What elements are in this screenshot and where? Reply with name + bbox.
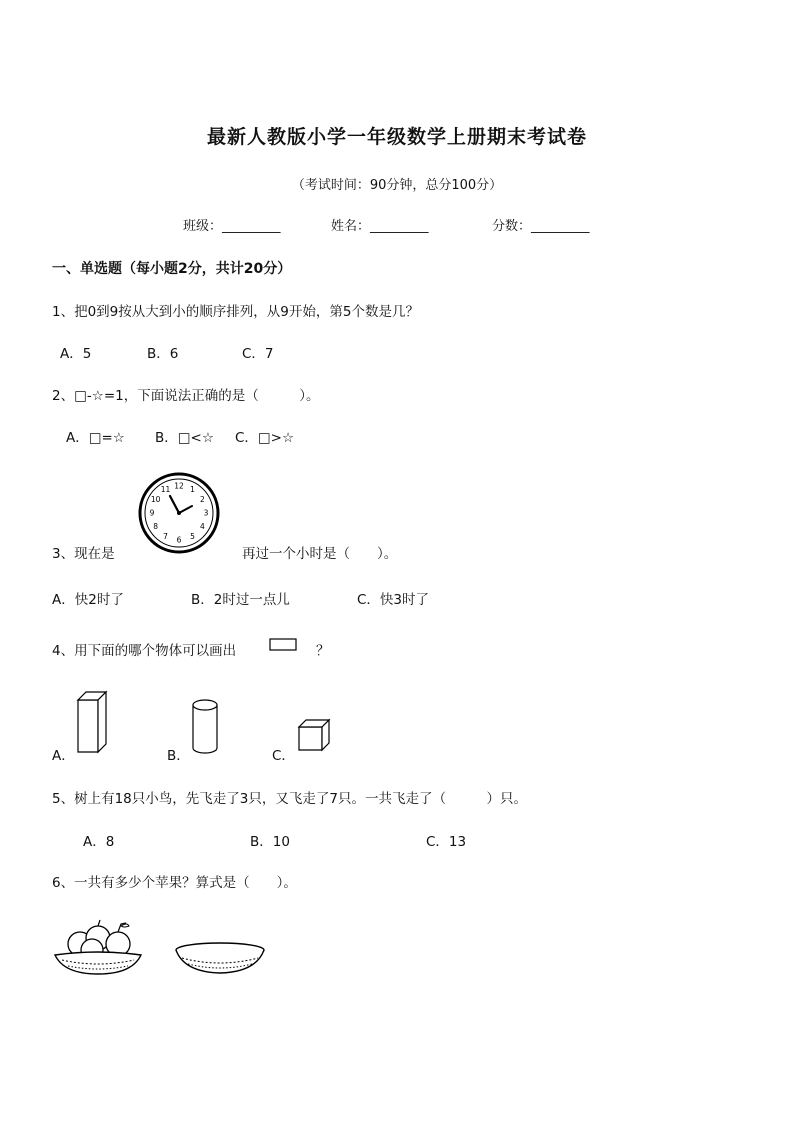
q5-option-c[interactable]: C．13 xyxy=(426,834,467,850)
cylinder-image xyxy=(191,698,219,756)
clock-number: 11 xyxy=(160,485,171,495)
clock-image xyxy=(138,472,220,554)
q3-option-a[interactable]: A．快2时了 xyxy=(52,592,124,608)
empty-bowl-image xyxy=(172,940,268,978)
q4-option-a[interactable]: A． xyxy=(52,748,75,764)
score-field[interactable]: 分数：_________ xyxy=(492,219,590,234)
clock-number: 9 xyxy=(149,508,155,518)
q1-option-b[interactable]: B．6 xyxy=(147,346,179,362)
q5-option-a[interactable]: A．8 xyxy=(83,834,115,850)
class-field[interactable]: 班级：_________ xyxy=(183,219,281,234)
question-3-suffix: 再过一个小时是（ ）。 xyxy=(242,546,398,562)
question-5: 5、树上有18只小鸟，先飞走了3只，又飞走了7只。一共飞走了（ ）只。 xyxy=(52,791,527,807)
cuboid-image xyxy=(76,690,110,754)
q4-option-c[interactable]: C． xyxy=(272,748,295,764)
question-6: 6、一共有多少个苹果？算式是（ ）。 xyxy=(52,875,297,891)
clock-number: 2 xyxy=(200,495,205,505)
question-3-prefix: 3、现在是 xyxy=(52,546,115,562)
exam-subtitle: （考试时间：90分钟，总分100分） xyxy=(291,178,503,193)
q5-option-b[interactable]: B．10 xyxy=(250,834,290,850)
clock-number: 8 xyxy=(153,522,158,532)
q1-option-a[interactable]: A．5 xyxy=(60,346,92,362)
q3-option-c[interactable]: C．快3时了 xyxy=(357,592,430,608)
question-2: 2、□-☆=1，下面说法正确的是（ ）。 xyxy=(52,388,320,404)
question-4-suffix: ？ xyxy=(316,643,330,659)
clock-number: 6 xyxy=(176,535,182,545)
q2-option-b[interactable]: B．□<☆ xyxy=(155,430,214,446)
page-title: 最新人教版小学一年级数学上册期末考试卷 xyxy=(206,126,587,148)
q2-option-c[interactable]: C．□>☆ xyxy=(235,430,295,446)
cube-image xyxy=(297,718,333,752)
clock-number: 7 xyxy=(163,532,168,541)
clock-number: 5 xyxy=(190,532,195,541)
clock-number: 3 xyxy=(203,508,209,518)
clock-number: 10 xyxy=(150,495,161,505)
section-heading: 一、单选题（每小题2分，共计20分） xyxy=(52,261,292,277)
q3-option-b[interactable]: B．2时过一点儿 xyxy=(191,592,290,608)
name-field[interactable]: 姓名：_________ xyxy=(331,219,429,234)
q2-option-a[interactable]: A．□=☆ xyxy=(66,430,125,446)
q4-option-b[interactable]: B． xyxy=(167,748,190,764)
question-1: 1、把0到9按从大到小的顺序排列，从9开始，第5个数是几？ xyxy=(52,304,419,320)
q1-option-c[interactable]: C．7 xyxy=(242,346,274,362)
apple-bowl-image xyxy=(52,918,144,980)
rectangle-shape-image xyxy=(269,638,297,652)
question-4-prefix: 4、用下面的哪个物体可以画出 xyxy=(52,643,237,659)
clock-number: 4 xyxy=(200,522,205,532)
clock-number: 12 xyxy=(174,481,184,491)
clock-number: 1 xyxy=(190,485,195,495)
